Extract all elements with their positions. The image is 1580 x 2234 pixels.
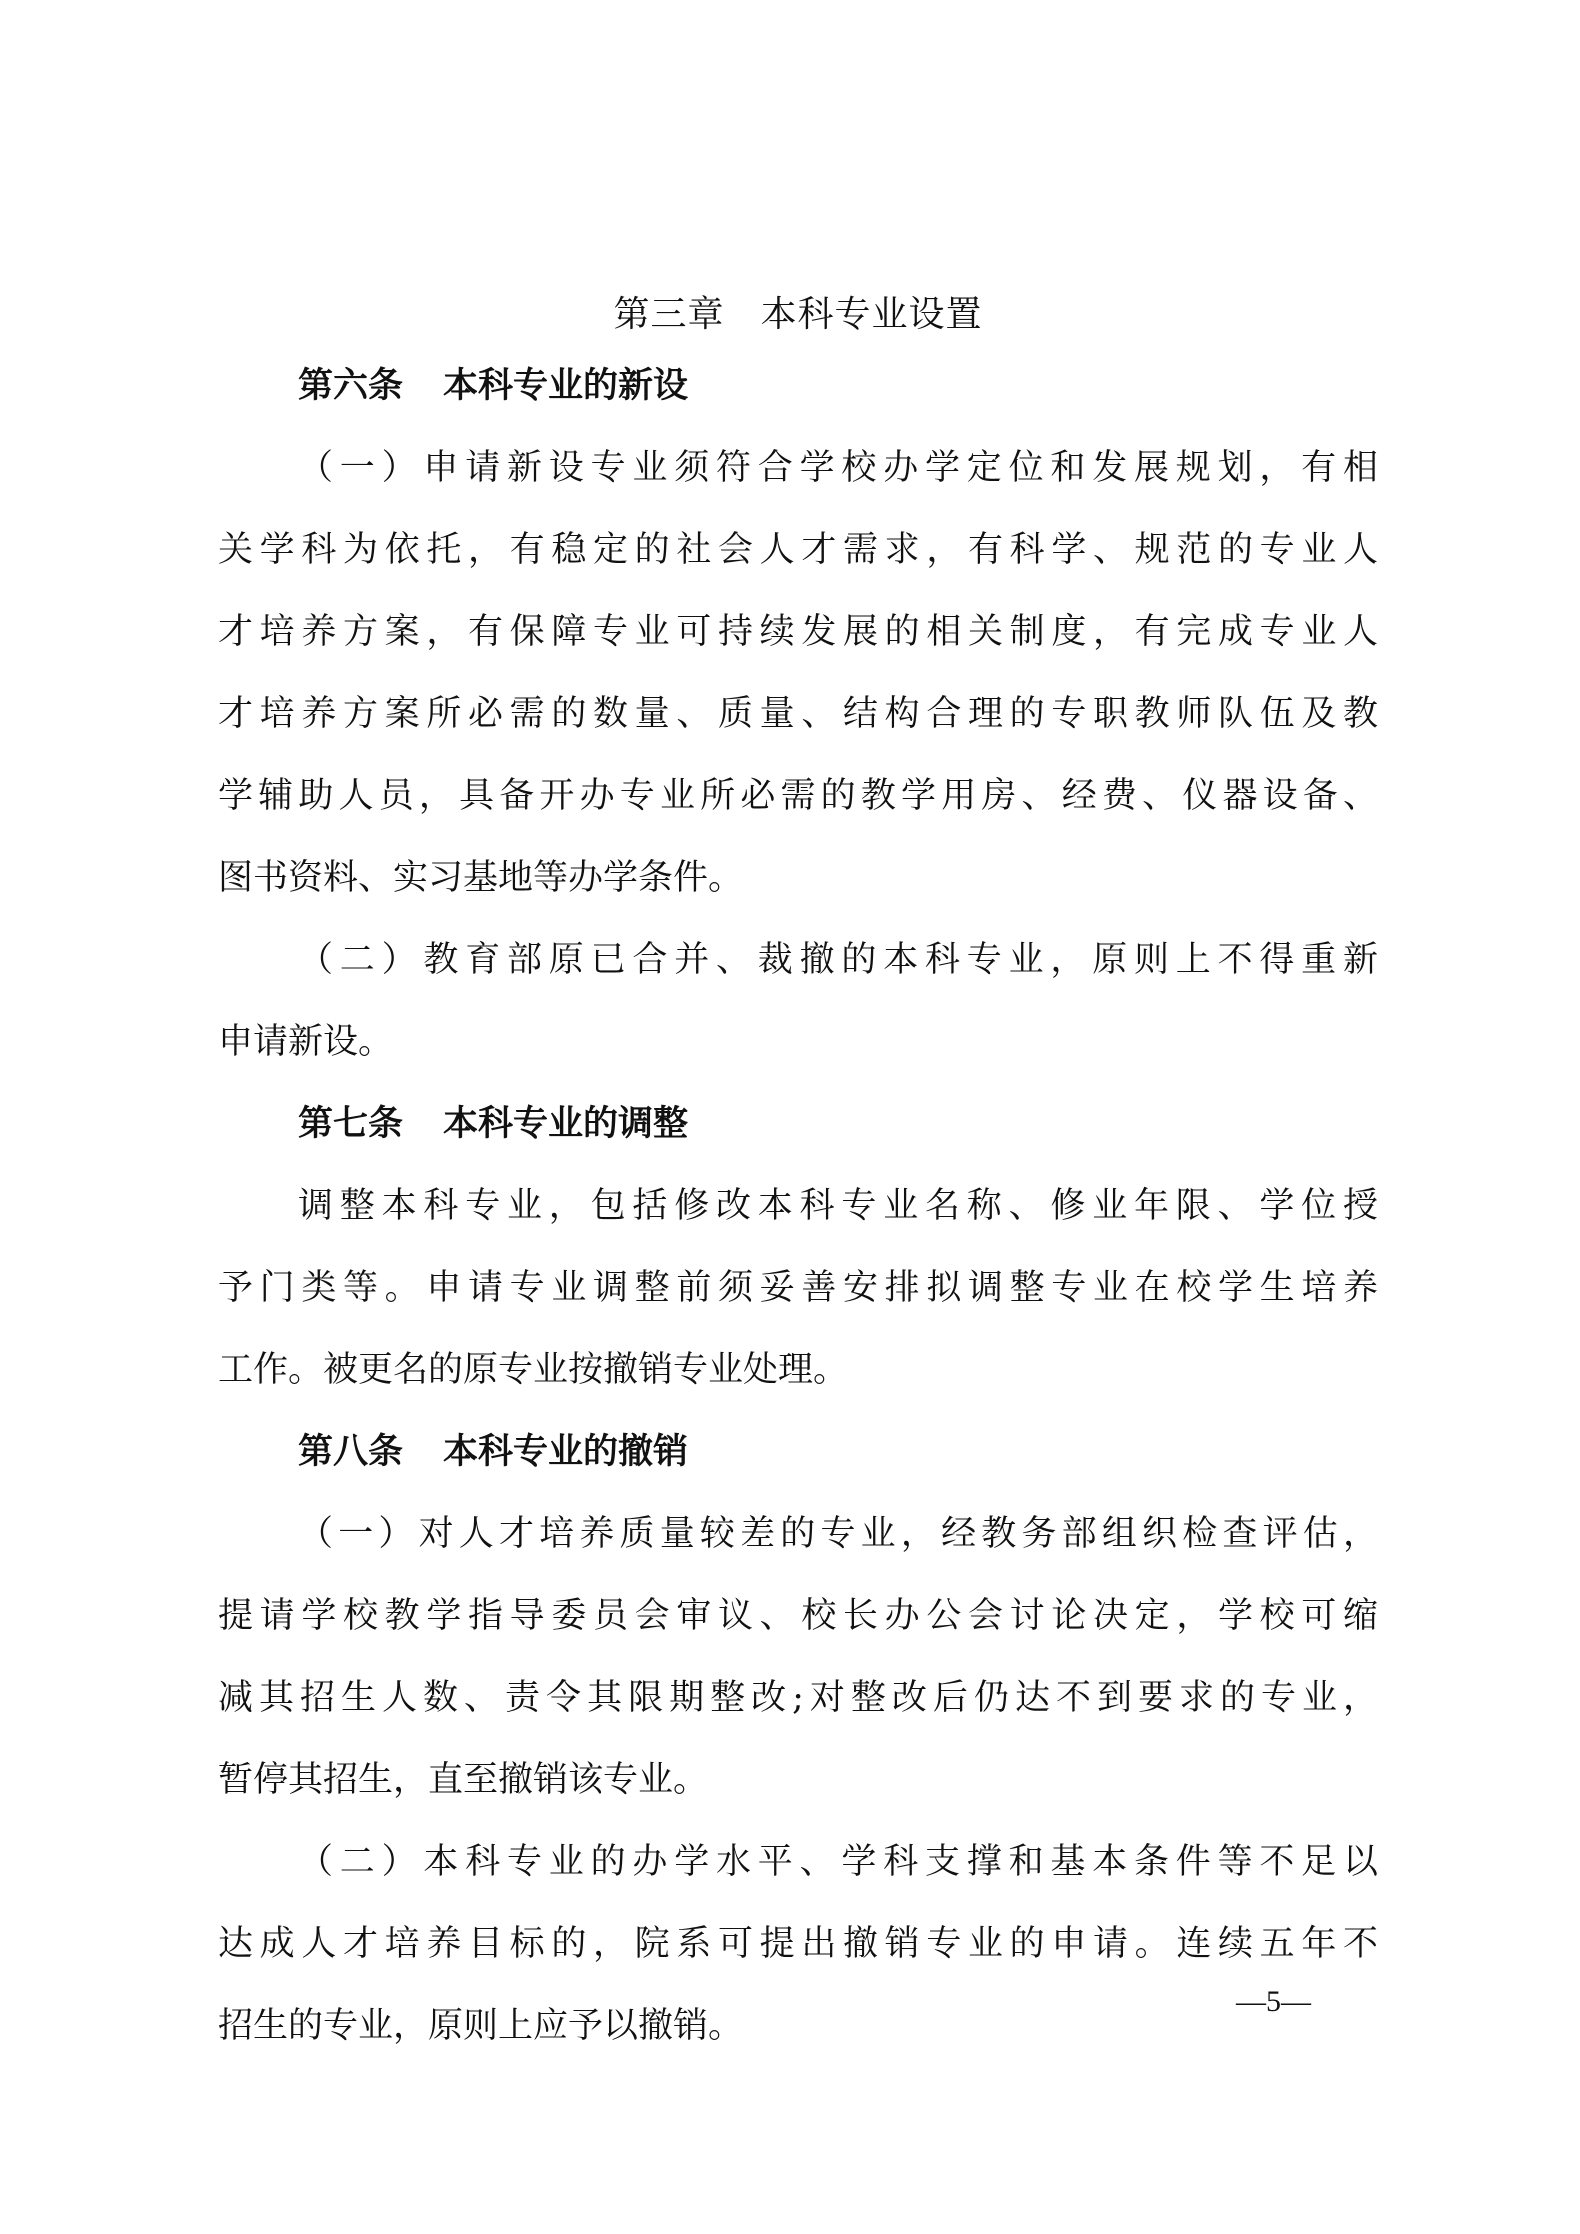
text-line: （二）本科专业的办学水平、学科支撑和基本条件等不足以: [298, 1842, 1378, 1882]
text-line: 招生的专业，原则上应予以撤销。: [218, 2006, 744, 2046]
text-line: 学辅助人员，具备开办专业所必需的教学用房、经费、仪器设备、: [218, 776, 1378, 816]
paragraph: [218, 936, 1378, 1066]
text-line: 申请新设。: [218, 1022, 394, 1062]
text-line: 关学科为依托，有稳定的社会人才需求，有科学、规范的专业人: [218, 530, 1378, 570]
text-line: 暂停其招生，直至撤销该专业。: [218, 1760, 709, 1800]
text-line: 图书资料、实习基地等办学条件。: [218, 858, 744, 898]
text-line: 提请学校教学指导委员会审议、校长办公会讨论决定，学校可缩: [218, 1596, 1378, 1636]
paragraph: [218, 444, 1378, 902]
paragraph: [218, 1838, 1378, 2050]
text-line: 予门类等。申请专业调整前须妥善安排拟调整专业在校学生培养: [218, 1268, 1378, 1308]
text-line: 调整本科专业，包括修改本科专业名称、修业年限、学位授: [298, 1186, 1378, 1226]
article-title: 本科专业的调整: [443, 1104, 689, 1144]
article-heading: [218, 362, 1378, 410]
page-number: —5—: [1236, 1985, 1311, 2018]
text-line: 达成人才培养目标的，院系可提出撤销专业的申请。连续五年不: [218, 1924, 1378, 1964]
paragraph: [218, 1510, 1378, 1804]
article-number: 第六条: [298, 366, 404, 406]
text-line: （二）教育部原已合并、裁撤的本科专业，原则上不得重新: [298, 940, 1378, 980]
text-line: 减其招生人数、责令其限期整改;对整改后仍达不到要求的专业，: [218, 1678, 1378, 1718]
article-number: 第七条: [298, 1104, 404, 1144]
chapter-number: 第三章: [613, 294, 725, 335]
text-line: 才培养方案，有保障专业可持续发展的相关制度，有完成专业人: [218, 612, 1378, 652]
page-content: [218, 292, 1378, 2084]
text-line: （一）对人才培养质量较差的专业，经教务部组织检查评估，: [298, 1514, 1378, 1554]
article-heading: [218, 1100, 1378, 1148]
text-line: 工作。被更名的原专业按撤销专业处理。: [218, 1350, 849, 1390]
chapter-title: [218, 292, 1378, 338]
article-title: 本科专业的新设: [443, 366, 689, 406]
article-title: 本科专业的撤销: [443, 1432, 689, 1472]
chapter-name: 本科专业设置: [760, 294, 983, 335]
article-number: 第八条: [298, 1432, 404, 1472]
text-line: 才培养方案所必需的数量、质量、结构合理的专职教师队伍及教: [218, 694, 1378, 734]
article-heading: [218, 1428, 1378, 1476]
paragraph: [218, 1182, 1378, 1394]
text-line: （一）申请新设专业须符合学校办学定位和发展规划，有相: [298, 448, 1378, 488]
